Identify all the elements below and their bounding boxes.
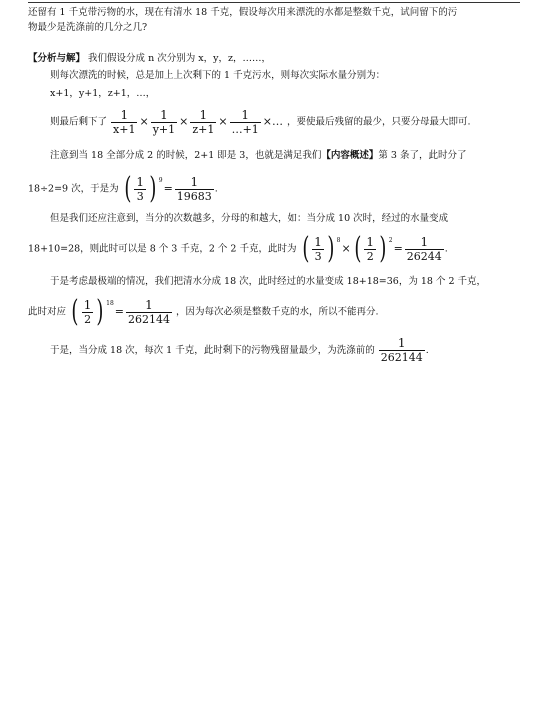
paragraph-3 xyxy=(50,107,471,138)
result-262144: $\frac{1}{262144}$ xyxy=(127,297,170,326)
solution-intro-text: 我们假设分成 n 次分别为 x，y，z，……， xyxy=(88,53,271,64)
solution-heading: 【分析与解】 xyxy=(28,53,86,64)
final-fraction: $\frac{1}{262144}$ xyxy=(380,336,423,364)
paragraph-9: 此时对应 ( $\frac{1}{2}$ ) 18 = $\frac{1}{262144}$ ，因为每次必须是整数千克的水，所以不能再分. xyxy=(28,294,379,329)
paragraph-7: 18+10=28，则此时可以是 8 个 3 千克，2 个 2 千克，此时为 ( $\frac{1}{3}$ ) 8 × ( $\frac{1}{2}$ ) 2 = $\frac{1}{26244}$ . xyxy=(28,231,448,266)
result-19683: $\frac{1}{19683}$ xyxy=(176,174,212,203)
paragraph-6: 但是我们还应注意到，当分的次数越多，分母的和越大，如：当分成 10 次时，经过的水量变成 xyxy=(50,213,449,224)
p3-suffix: ，要使最后残留的最少，只要分母最大即可. xyxy=(287,116,471,128)
result-26244: $\frac{1}{26244}$ xyxy=(406,234,442,263)
paragraph-2: x+1，y+1，z+1，…， xyxy=(50,88,156,99)
solution-intro xyxy=(28,53,271,65)
paragraph-1: 则每次漂洗的时候，总是加上上次剩下的 1 千克污水，则每次实际水量分别为： xyxy=(50,70,386,81)
p3-prefix: 则最后剩下了 xyxy=(50,116,108,128)
power-one-third-9: ( $\frac{1}{3}$ ) 9 = $\frac{1}{19683}$ xyxy=(124,171,212,206)
problem-line-2: 物最少是洗涤前的几分之几? xyxy=(28,22,148,33)
paragraph-5: 18÷2=9 次，于是为 ( $\frac{1}{3}$ ) 9 = $\frac{1}{19683}$ . xyxy=(28,171,218,206)
paragraph-4: 注意到当 18 全部分成 2 的时候，2+1 即是 3，也就是满足我们【内容概述】第 3 条了，此时分了 xyxy=(50,150,467,161)
final-answer xyxy=(378,336,426,365)
paragraph-8: 于是考虑最极端的情况，我们把清水分成 18 次，此时经过的水量变成 18+18=36，为 18 个 2 千克， xyxy=(50,276,487,287)
fraction-y: $\frac{1}{y+1}$ xyxy=(152,107,176,136)
paragraph-10: 于是，当分成 18 次，每次 1 千克，此时剩下的污物残留量最少，为洗涤前的 $\frac{1}{262144}$ . xyxy=(50,336,429,364)
fraction-z: $\frac{1}{z+1}$ xyxy=(192,107,215,136)
content-summary-ref: 【内容概述】 xyxy=(321,150,379,161)
fraction-product: $\frac{1}{x+1}$ × $\frac{1}{y+1}$ × $\frac{1}{z+1}$ × $\frac{1}{\dots+1}$ ×… xyxy=(113,107,284,136)
fraction-dots: $\frac{1}{\dots+1}$ xyxy=(231,107,259,136)
power-product-26244: ( $\frac{1}{3}$ ) 8 × ( $\frac{1}{2}$ ) 2 = $\frac{1}{26244}$ xyxy=(301,231,442,266)
problem-line-1: 还留有 1 千克带污物的水，现在有清水 18 千克，假设每次用来漂洗的水都是整数千克，试问留下的污 xyxy=(28,7,458,18)
power-one-half-18: ( $\frac{1}{2}$ ) 18 = $\frac{1}{262144}$ xyxy=(71,294,170,329)
fraction-x: $\frac{1}{x+1}$ xyxy=(113,107,136,136)
top-rule xyxy=(28,2,520,3)
